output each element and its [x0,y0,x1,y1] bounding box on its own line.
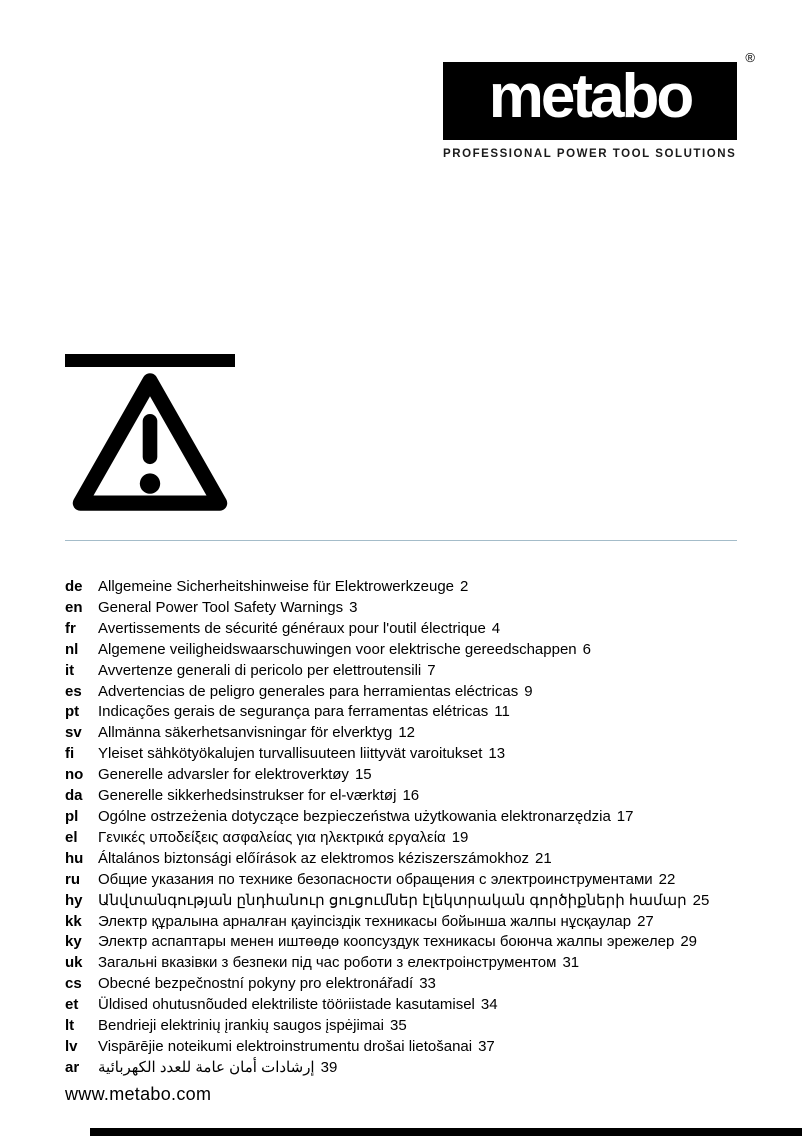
language-title: Allgemeine Sicherheitshinweise für Elektrowerkzeuge [98,578,455,595]
language-page: 2 [460,578,469,595]
language-row [65,828,765,849]
language-title: Általános biztonsági előírások az elektromos kéziszerszámokhoz [98,849,530,867]
language-list [65,577,765,1079]
language-page: 7 [427,661,436,679]
language-code: pl [65,807,79,825]
language-page: 3 [349,598,358,616]
language-title: Generelle advarsler for elektroverktøy [98,766,349,784]
language-page: 31 [562,954,580,972]
language-row [65,1016,765,1037]
language-title: Общие указания по технике безопасности обращения с электроинструментами [98,870,653,888]
language-code: el [65,828,78,846]
language-page: 39 [320,1058,338,1076]
language-row [65,577,765,598]
brand-logo [443,50,755,160]
separator-line [65,540,737,541]
language-title: Generelle sikkerhedsinstrukser for el-værktøj [98,787,397,805]
language-title: Загальні вказівки з безпеки під час роботи з електроінструментом [98,954,557,972]
language-title: Электр аспаптары менен иштөөдө коопсуздук техникасы боюнча жалпы эрежелер [98,933,675,951]
language-row [65,661,765,682]
language-title: Bendrieji elektrinių įrankių saugos įspėjimai [98,1017,384,1035]
language-code: kk [65,912,82,930]
language-code: cs [65,975,82,993]
language-title: General Power Tool Safety Warnings [98,598,344,616]
language-code: lt [65,1017,75,1035]
language-code: fr [65,619,76,637]
language-code: hu [65,849,84,867]
language-row [65,744,765,765]
language-row [65,723,765,744]
language-code: es [65,682,82,700]
language-code: ar [65,1058,80,1076]
language-page: 16 [402,787,420,805]
language-page: 34 [480,996,498,1014]
language-code: fi [65,745,75,763]
language-title: Obecné bezpečnostní pokyny pro elektronářadí [98,975,414,993]
language-page: 37 [478,1037,495,1055]
language-row [65,953,765,974]
language-page: 33 [419,975,436,993]
language-row [65,765,765,786]
language-page: 4 [491,619,501,637]
language-page: 6 [582,640,591,658]
warning-triangle-icon [65,369,235,515]
language-code: ru [65,870,80,888]
language-code: de [65,578,83,595]
language-row [65,619,765,640]
language-row [65,702,765,723]
language-code: hy [65,891,83,909]
language-row [65,1058,765,1079]
registered-trademark-icon: ® [745,50,755,65]
language-row [65,912,765,933]
language-title: Անվտանգության ընդհանուր ցուցումներ էլեկտրական գործիքների համար [98,891,687,909]
language-code: da [65,787,83,805]
language-code: pt [65,703,80,721]
language-title: Γενικές υποδείξεις ασφαλείας για ηλεκτρικά εργαλεία [98,828,446,846]
language-code: it [65,661,75,679]
language-page: 13 [488,745,506,763]
language-page: 21 [535,849,552,867]
language-page: 9 [524,682,533,700]
language-page: 29 [680,933,698,951]
language-row [65,598,765,619]
language-row [65,932,765,953]
language-code: uk [65,954,83,972]
warning-sign-image [65,354,235,515]
language-page: 12 [398,724,415,742]
language-code: et [65,996,79,1014]
language-row [65,995,765,1016]
language-page: 27 [637,912,654,930]
logo-wordmark: metabo [488,62,692,131]
language-title: Indicações gerais de segurança para ferramentas elétricas [98,703,489,721]
language-row [65,870,765,891]
language-page: 25 [692,891,710,909]
language-code: nl [65,640,79,658]
language-page: 35 [389,1017,407,1035]
language-title: Yleiset sähkötyökalujen turvallisuuteen liittyvät varoitukset [98,745,483,763]
language-row [65,1037,765,1058]
language-code: lv [65,1037,78,1055]
language-page: 17 [616,807,634,825]
warning-image-top-bar [65,354,235,367]
language-row [65,849,765,870]
language-page: 22 [658,870,676,888]
language-row [65,786,765,807]
website-link[interactable]: www.metabo.com [65,1084,212,1104]
language-code: sv [65,724,82,742]
brand-tagline: PROFESSIONAL POWER TOOL SOLUTIONS [443,148,737,160]
language-code: ky [65,933,82,951]
language-page: 11 [494,703,510,721]
language-title: Üldised ohutusnõuded elektriliste tööriistade kasutamisel [98,996,475,1014]
language-title: Электр құралына арналған қауіпсіздік техникасы бойынша жалпы нұсқаулар [98,912,632,930]
metabo-logo [443,62,737,140]
language-title: Avvertenze generali di pericolo per elettroutensili [98,661,422,679]
language-code: en [65,598,83,616]
language-page: 15 [354,766,372,784]
language-title: Advertencias de peligro generales para herramientas eléctricas [98,682,519,700]
language-row [65,807,765,828]
language-title: Algemene veiligheidswaarschuwingen voor elektrische gereedschappen [98,640,577,658]
language-code: no [65,766,84,784]
language-page: 19 [451,828,469,846]
language-title: Ogólne ostrzeżenia dotyczące bezpieczeństwa użytkowania elektronarzędzia [98,807,611,825]
language-title: Avertissements de sécurité généraux pour l'outil électrique [98,619,486,637]
language-row [65,682,765,703]
language-row [65,640,765,661]
language-title: Allmänna säkerhetsanvisningar för elverktyg [98,724,393,742]
language-row [65,974,765,995]
language-title: Vispārējie noteikumi elektroinstrumentu drošai lietošanai [98,1037,473,1055]
language-title: إرشادات أمان عامة للعدد الكهربائية [98,1058,315,1076]
bottom-bar [90,1128,802,1136]
language-row [65,891,765,912]
